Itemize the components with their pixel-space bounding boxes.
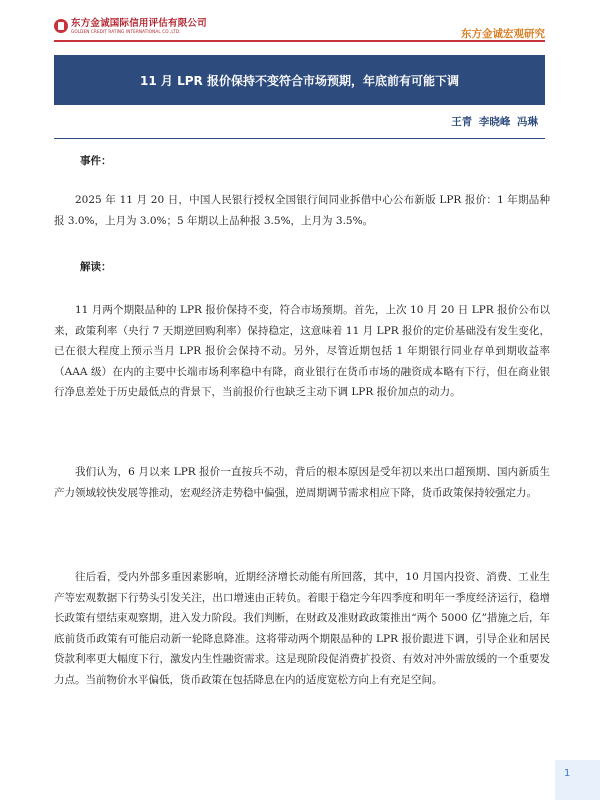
event-label: 事件： [80,155,112,167]
analysis-paragraph-3: 往后看，受内外部多重因素影响，近期经济增长动能有所回落，其中，10 月国内投资、消费、工业生产等宏观数据下行势头引发关注，出口增速由正转负。着眼于稳定今年四季度和明年一季度经济运行，稳增长政策有望结束观察期，进入发力阶段。我们判断，在财政及准财政政策推出“两个 5000 亿”措施之后，年底前货币政策有可能启动新一轮降息降准。这将带动两个期限品种的 LPR 报价跟进下调，引导企业和居民贷款利率更大幅度下行，激发内生性融资需求。这是现阶段促消费扩投资、有效对冲外需放缓的一个重要发力点。当前物价水平偏低，货币政策在包括降息在内的适度宽松方向上有充足空间。 [54,571,550,686]
page-corner-tab [555,760,600,800]
report-title-band [54,55,545,105]
event-paragraph: 2025 年 11 月 20 日，中国人民银行授权全国银行间同业拆借中心公布新版 LPR 报价：1 年期品种报 3.0%，上月为 3.0%；5 年期以上品种报 3.5%，上月为 3.5%。 [54,194,550,227]
report-title: 11 月 LPR 报价保持不变符合市场预期，年底前有可能下调 [140,73,459,88]
page-number: 1 [564,768,571,779]
authors-divider [54,138,545,139]
logo-emblem-icon [54,19,68,33]
report-authors: 王青 李晓峰 冯琳 [451,116,538,128]
logo-text [71,18,207,35]
logo-chinese-name: 东方金诚国际信用评估有限公司 [71,18,207,29]
analysis-paragraph-2: 我们认为，6 月以来 LPR 报价一直按兵不动，背后的根本原因是受年初以来出口超预期、国内新质生产力领域较快发展等推动，宏观经济走势稳中偏强，逆周期调节需求相应下降，货币政策保持较强定力。 [54,466,550,499]
analysis-paragraph-1: 11 月两个期限品种的 LPR 报价保持不变，符合市场预期。首先，上次 10 月 20 日 LPR 报价公布以来，政策利率（央行 7 天期逆回购利率）保持稳定，这意味着 11 月 LPR 报价的定价基础没有发生变化，已在很大程度上预示当月 LPR 报价会保持不动。另外，尽管近期包括 1 年期银行同业存单到期收益率（AAA 级）在内的主要中长端市场利率稳中有降，商业银行在货币市场的融资成本略有下行，但在商业银行净息差处于历史最低点的背景下，当前报价行也缺乏主动下调 LPR 报价加点的动力。 [54,304,550,398]
company-logo [54,18,207,35]
logo-english-name: GOLDEN CREDIT RATING INTERNATIONAL CO.,LTD. [71,29,181,34]
page-header [0,0,600,40]
header-divider [54,40,545,42]
analysis-label: 解读： [80,261,112,273]
research-brand: 东方金诚宏观研究 [461,28,545,40]
